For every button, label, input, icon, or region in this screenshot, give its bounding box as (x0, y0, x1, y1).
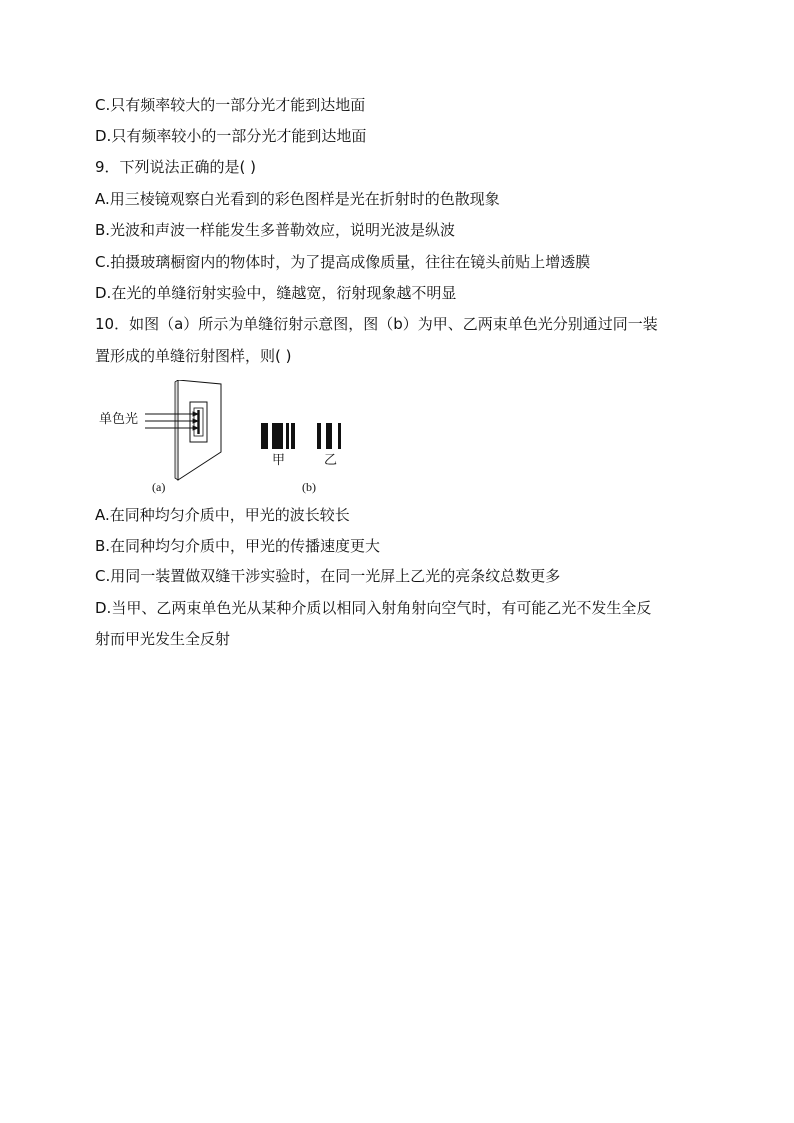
diffraction-figure (95, 380, 395, 498)
pattern-yi-label: 乙 (324, 453, 338, 468)
diffraction-diagram (95, 380, 395, 498)
slit-screen (175, 380, 221, 480)
pattern-yi (317, 423, 341, 449)
pattern-jia (261, 423, 295, 449)
option-c-q9: C.拍摄玻璃橱窗内的物体时，为了提高成像质量，往往在镜头前贴上增透膜 (95, 253, 591, 271)
option-c-q8: C.只有频率较大的一部分光才能到达地面 (95, 96, 366, 114)
question-10-stem-line2: 置形成的单缝衍射图样，则( ) (95, 347, 292, 365)
option-c-q10: C.用同一装置做双缝干涉实验时，在同一光屏上乙光的亮条纹总数更多 (95, 567, 561, 585)
monochromatic-light-label: 单色光 (99, 412, 139, 427)
option-b-q9: B.光波和声波一样能发生多普勒效应，说明光波是纵波 (95, 221, 456, 239)
pattern-jia-label: 甲 (272, 453, 286, 468)
option-a-q9: A.用三棱镜观察白光看到的彩色图样是光在折射时的色散现象 (95, 190, 500, 208)
question-10-stem-line1: 10．如图（a）所示为单缝衍射示意图，图（b）为甲、乙两束单色光分别通过同一装 (95, 315, 658, 333)
option-d-q8: D.只有频率较小的一部分光才能到达地面 (95, 127, 367, 145)
question-9-stem: 9．下列说法正确的是( ) (95, 158, 257, 176)
option-d-q10-line1: D.当甲、乙两束单色光从某种介质以相同入射角射向空气时，有可能乙光不发生全反 (95, 599, 652, 617)
option-d-q10-line2: 射而甲光发生全反射 (95, 630, 231, 648)
caption-a: (a) (152, 480, 166, 494)
option-a-q10: A.在同种均匀介质中，甲光的波长较长 (95, 506, 350, 524)
option-b-q10: B.在同种均匀介质中，甲光的传播速度更大 (95, 537, 381, 555)
caption-b: (b) (302, 480, 316, 494)
option-d-q9: D.在光的单缝衍射实验中，缝越宽，衍射现象越不明显 (95, 284, 457, 302)
